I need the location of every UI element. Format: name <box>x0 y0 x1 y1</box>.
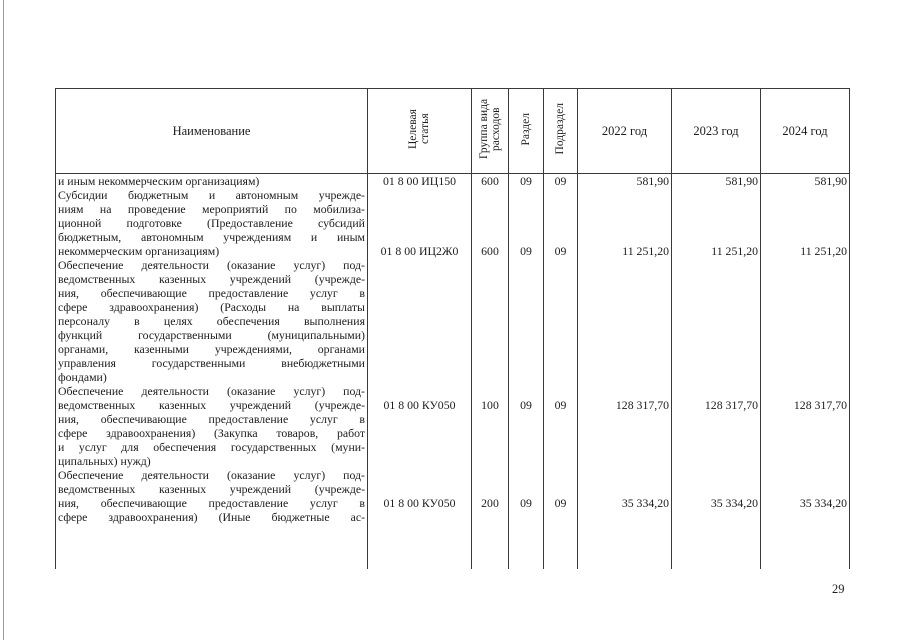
amount-2023-cell: 581,90 <box>725 174 758 188</box>
name-line: фондами) <box>58 370 107 384</box>
header-group <box>472 89 509 174</box>
year-2024-column <box>761 174 850 570</box>
group-cell: 100 <box>481 398 499 412</box>
name-line: управления государственными внебюджетными <box>58 356 365 370</box>
name-line: сфере здравоохранения) (Расходы на выплаты <box>58 300 365 314</box>
section-cell: 09 <box>520 496 532 510</box>
name-line: ведомственных казенных учреждений (учрежде- <box>58 272 365 286</box>
name-line: Обеспечение деятельности (оказание услуг) под- <box>58 258 365 272</box>
group-cell: 600 <box>481 174 499 188</box>
header-2024: 2024 год <box>761 89 850 174</box>
amount-2023-cell: 11 251,20 <box>711 244 758 258</box>
name-line: некоммерческим организациям) <box>58 244 220 258</box>
header-group-text: Группа вида расходов <box>477 98 502 160</box>
amount-2022-cell: 581,90 <box>636 174 669 188</box>
page-edge-line <box>3 0 4 640</box>
section-cell: 09 <box>520 398 532 412</box>
header-subsection-text: Подраздел <box>554 103 567 155</box>
name-line: ведомственных казенных учреждений (учрежде- <box>58 398 365 412</box>
header-name: Наименование <box>56 89 368 174</box>
amount-2024-cell: 128 317,70 <box>793 398 847 412</box>
name-line: Обеспечение деятельности (оказание услуг) под- <box>58 468 365 482</box>
target-cell: 01 8 00 ИЦ150 <box>382 174 457 188</box>
amount-2022-cell: 11 251,20 <box>622 244 669 258</box>
name-line: ния, обеспечивающие предоставление услуг в <box>58 496 365 510</box>
header-2023: 2023 год <box>672 89 761 174</box>
budget-table <box>55 88 850 569</box>
amount-2022-cell: 35 334,20 <box>621 496 669 510</box>
amount-2024-cell: 35 334,20 <box>799 496 847 510</box>
header-2022: 2022 год <box>578 89 672 174</box>
name-column <box>56 174 368 570</box>
group-cell: 600 <box>481 244 499 258</box>
name-line: ния, обеспечивающие предоставление услуг в <box>58 286 365 300</box>
header-target-text: Целевая статья <box>407 109 432 149</box>
name-line: сфере здравоохранения) (Закупка товаров, работ <box>58 426 365 440</box>
header-section <box>509 89 544 174</box>
section-cell: 09 <box>520 244 532 258</box>
amount-2024-cell: 581,90 <box>814 174 847 188</box>
name-line: персоналу в целях обеспечения выполнения <box>58 314 365 328</box>
name-line: сфере здравоохранения) (Иные бюджетные ас- <box>58 510 365 524</box>
table-body-row <box>56 174 850 570</box>
name-line: органами, казенными учреждениями, органами <box>58 342 365 356</box>
section-cell: 09 <box>520 174 532 188</box>
name-line: Обеспечение деятельности (оказание услуг) под- <box>58 384 365 398</box>
name-line: ниям на проведение мероприятий по мобилиза- <box>58 202 365 216</box>
target-column <box>368 174 472 570</box>
amount-2022-cell: 128 317,70 <box>615 398 669 412</box>
year-2022-column <box>578 174 672 570</box>
group-column <box>472 174 509 570</box>
subsection-cell: 09 <box>554 496 567 510</box>
name-line: функций государственными (муниципальными) <box>58 328 365 342</box>
header-section-text: Раздел <box>519 112 532 146</box>
subsection-cell: 09 <box>554 174 567 188</box>
name-line: и услуг для обеспечения государственных (муни- <box>58 440 365 454</box>
amount-2023-cell: 35 334,20 <box>710 496 758 510</box>
header-subsection <box>544 89 578 174</box>
name-line: бюджетным, автономным учреждениям и иным <box>58 230 365 244</box>
group-cell: 200 <box>481 496 499 510</box>
name-line: ведомственных казенных учреждений (учрежде- <box>58 482 365 496</box>
amount-2024-cell: 11 251,20 <box>800 244 847 258</box>
name-line: ния, обеспечивающие предоставление услуг в <box>58 412 365 426</box>
subsection-cell: 09 <box>554 398 567 412</box>
name-line: и иным некоммерческим организациям) <box>58 174 260 188</box>
table-header-row <box>56 89 850 174</box>
section-column <box>509 174 544 570</box>
target-cell: 01 8 00 КУ050 <box>383 496 456 510</box>
amount-2023-cell: 128 317,70 <box>704 398 758 412</box>
page-number: 29 <box>832 582 845 596</box>
target-cell: 01 8 00 ИЦ2Ж0 <box>380 244 459 258</box>
subsection-column <box>544 174 578 570</box>
target-cell: 01 8 00 КУ050 <box>383 398 456 412</box>
name-line: Субсидии бюджетным и автономным учрежде- <box>58 188 365 202</box>
year-2023-column <box>672 174 761 570</box>
header-target <box>368 89 472 174</box>
subsection-cell: 09 <box>554 244 567 258</box>
name-line: ципальных) нужд) <box>58 454 151 468</box>
name-line: ционной подготовке (Предоставление субсидий <box>58 216 365 230</box>
